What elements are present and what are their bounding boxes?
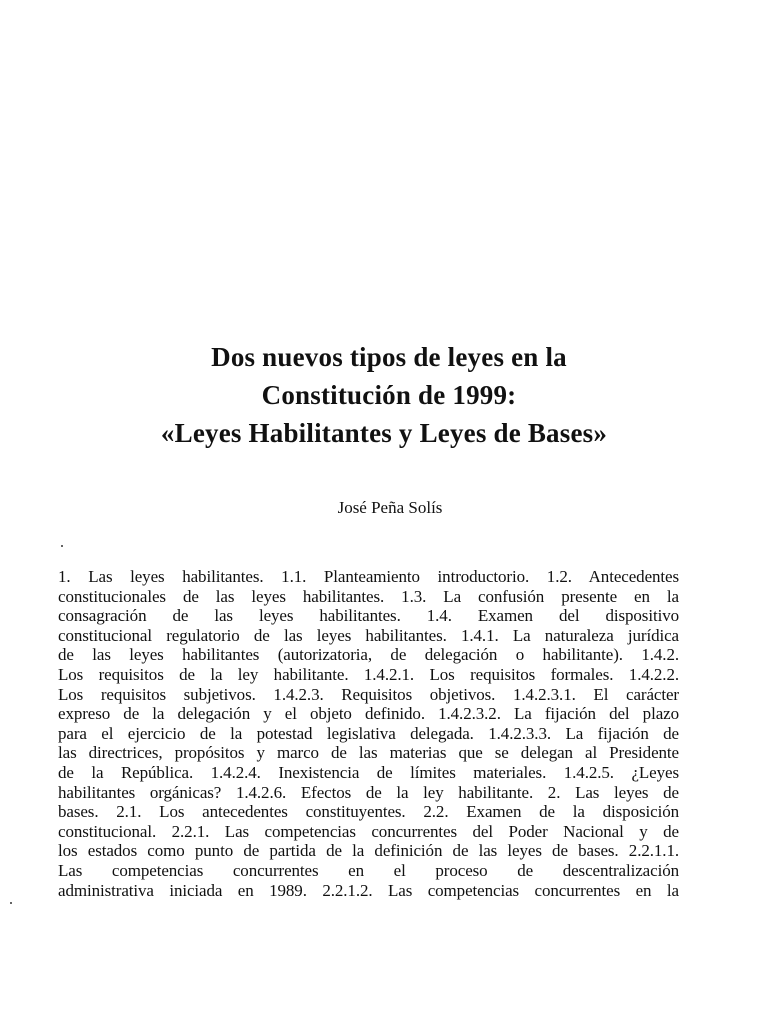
- toc-line: consagración de las leyes habilitantes. 1.4. Examen del dispositivo: [58, 606, 679, 626]
- table-of-contents: [58, 567, 679, 900]
- toc-line: las directrices, propósitos y marco de las materias que se delegan al Presidente: [58, 743, 679, 763]
- toc-line: bases. 2.1. Los antecedentes constituyentes. 2.2. Examen de la disposición: [58, 802, 679, 822]
- author-name: José Peña Solís: [337, 498, 443, 517]
- title-line-2: Constitución de 1999:: [261, 380, 517, 410]
- toc-line: expreso de la delegación y el objeto definido. 1.4.2.3.2. La fijación del plazo: [58, 704, 679, 724]
- toc-line: constitucional regulatorio de las leyes habilitantes. 1.4.1. La naturaleza jurídica: [58, 625, 679, 645]
- toc-line: constitucional. 2.2.1. Las competencias concurrentes del Poder Nacional y de: [58, 821, 679, 841]
- toc-line: constitucionales de las leyes habilitantes. 1.3. La confusión presente en la: [58, 586, 679, 606]
- scan-speck: [61, 545, 63, 547]
- toc-line: 1. Las leyes habilitantes. 1.1. Planteamiento introductorio. 1.2. Antecedentes: [58, 567, 679, 586]
- toc-line: habilitantes orgánicas? 1.4.2.6. Efectos de la ley habilitante. 2. Las leyes de: [58, 782, 679, 802]
- toc-line: para el ejercicio de la potestad legislativa delegada. 1.4.2.3.3. La fijación de: [58, 723, 679, 743]
- toc-line: administrativa iniciada en 1989. 2.2.1.2. Las competencias concurrentes en la: [58, 880, 679, 900]
- document-title: [0, 338, 768, 452]
- title-line-3: «Leyes Habilitantes y Leyes de Bases»: [160, 418, 608, 448]
- title-line-1: Dos nuevos tipos de leyes en la: [211, 342, 567, 372]
- toc-line: Los requisitos de la ley habilitante. 1.4.2.1. Los requisitos formales. 1.4.2.2.: [58, 664, 679, 684]
- toc-line: Las competencias concurrentes en el proceso de descentralización: [58, 860, 679, 880]
- toc-line: Los requisitos subjetivos. 1.4.2.3. Requisitos objetivos. 1.4.2.3.1. El carácter: [58, 684, 679, 704]
- toc-line: de la República. 1.4.2.4. Inexistencia de límites materiales. 1.4.2.5. ¿Leyes: [58, 762, 679, 782]
- toc-line: de las leyes habilitantes (autorizatoria, de delegación o habilitante). 1.4.2.: [58, 645, 679, 665]
- scan-speck: [10, 902, 12, 904]
- toc-line: los estados como punto de partida de la definición de las leyes de bases. 2.2.1.1.: [58, 841, 679, 861]
